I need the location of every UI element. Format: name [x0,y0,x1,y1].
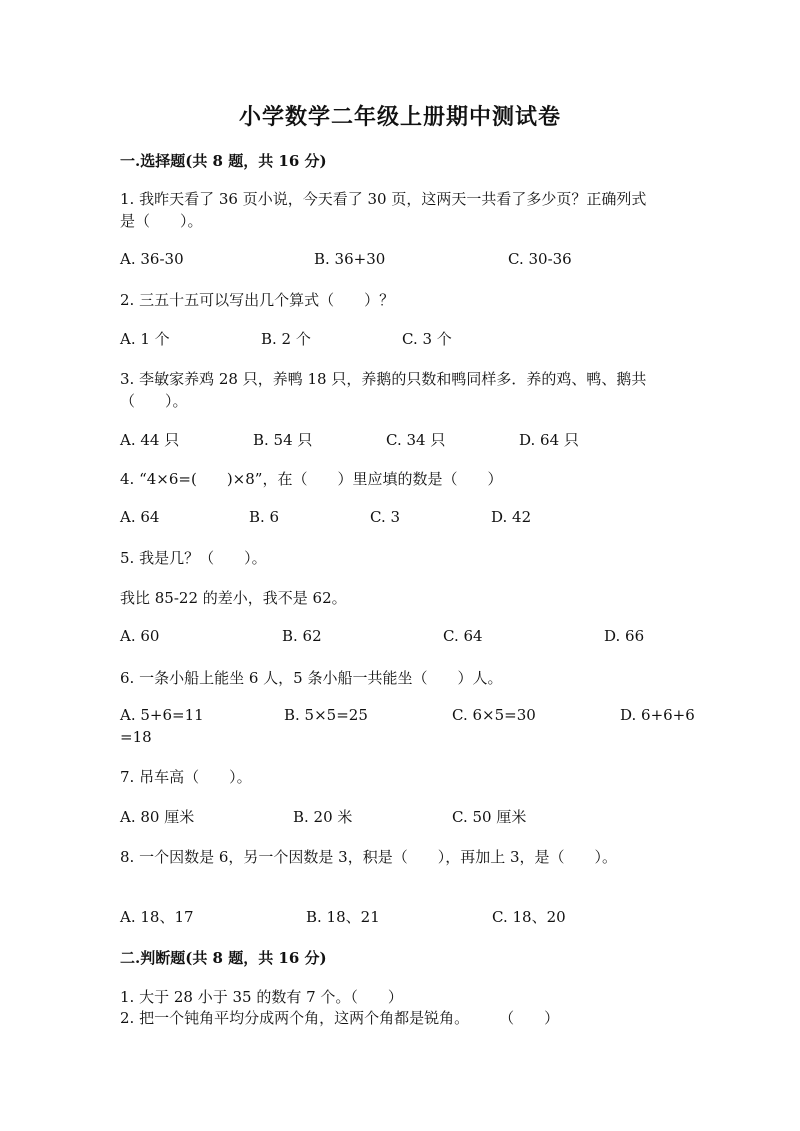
question-6-option-c: C. 6×5=30 [452,706,536,724]
question-5-text: 5. 我是几？（ ）。 [120,549,267,567]
question-3-option-c: C. 34 只 [386,431,446,449]
question-7-option-a: A. 80 厘米 [120,808,195,826]
question-8-option-b: B. 18、21 [306,908,380,926]
question-5-clue: 我比 85-22 的差小，我不是 62。 [120,589,347,607]
question-2-text: 2. 三五十五可以写出几个算式（ ）？ [120,291,395,309]
question-1-text-cont: 是（ ）。 [120,212,203,230]
question-6-option-b: B. 5×5=25 [284,706,368,724]
question-1-option-c: C. 30-36 [508,250,572,268]
question-6-option-d: D. 6+6+6 [620,706,695,724]
question-6-text: 6. 一条小船上能坐 6 人，5 条小船一共能坐（ ）人。 [120,669,503,687]
judgement-question-1: 1. 大于 28 小于 35 的数有 7 个。（ ） [120,988,403,1006]
section-heading-judgement: 二.判断题(共 8 题，共 16 分) [120,949,327,967]
question-8-option-a: A. 18、17 [120,908,194,926]
judgement-question-2: 2. 把一个钝角平均分成两个角，这两个角都是锐角。 （ ） [120,1009,560,1027]
question-4-option-b: B. 6 [249,508,280,526]
question-6-option-d-wrap: =18 [120,728,152,746]
question-3-text: 3. 李敏家养鸡 28 只，养鸭 18 只，养鹅的只数和鸭同样多．养的鸡、鸭、鹅共 [120,370,647,388]
question-7-text: 7. 吊车高（ ）。 [120,768,252,786]
question-5-option-b: B. 62 [282,627,322,645]
question-3-option-a: A. 44 只 [120,431,180,449]
question-4-text: 4. “4×6=( )×8”，在（ ）里应填的数是（ ） [120,470,503,488]
question-8-text: 8. 一个因数是 6，另一个因数是 3，积是（ ），再加上 3，是（ ）。 [120,848,618,866]
question-4-option-d: D. 42 [491,508,532,526]
section-heading-choice: 一.选择题(共 8 题，共 16 分) [120,152,327,170]
question-2-option-a: A. 1 个 [120,330,170,348]
question-3-option-d: D. 64 只 [519,431,579,449]
question-5-option-d: D. 66 [604,627,645,645]
question-4-option-a: A. 64 [120,508,160,526]
question-3-option-b: B. 54 只 [253,431,313,449]
question-1-option-b: B. 36+30 [314,250,386,268]
page-title: 小学数学二年级上册期中测试卷 [238,104,561,130]
question-8-option-c: C. 18、20 [492,908,566,926]
question-4-option-c: C. 3 [370,508,401,526]
question-1-text: 1. 我昨天看了 36 页小说，今天看了 30 页，这两天一共看了多少页？正确列式 [120,190,647,208]
question-7-option-b: B. 20 米 [293,808,353,826]
question-5-option-a: A. 60 [120,627,160,645]
question-2-option-c: C. 3 个 [402,330,452,348]
question-1-option-a: A. 36-30 [120,250,184,268]
question-2-option-b: B. 2 个 [261,330,311,348]
question-3-text-cont: （ ）。 [120,392,188,410]
question-6-option-a: A. 5+6=11 [120,706,204,724]
question-5-option-c: C. 64 [443,627,483,645]
question-7-option-c: C. 50 厘米 [452,808,527,826]
